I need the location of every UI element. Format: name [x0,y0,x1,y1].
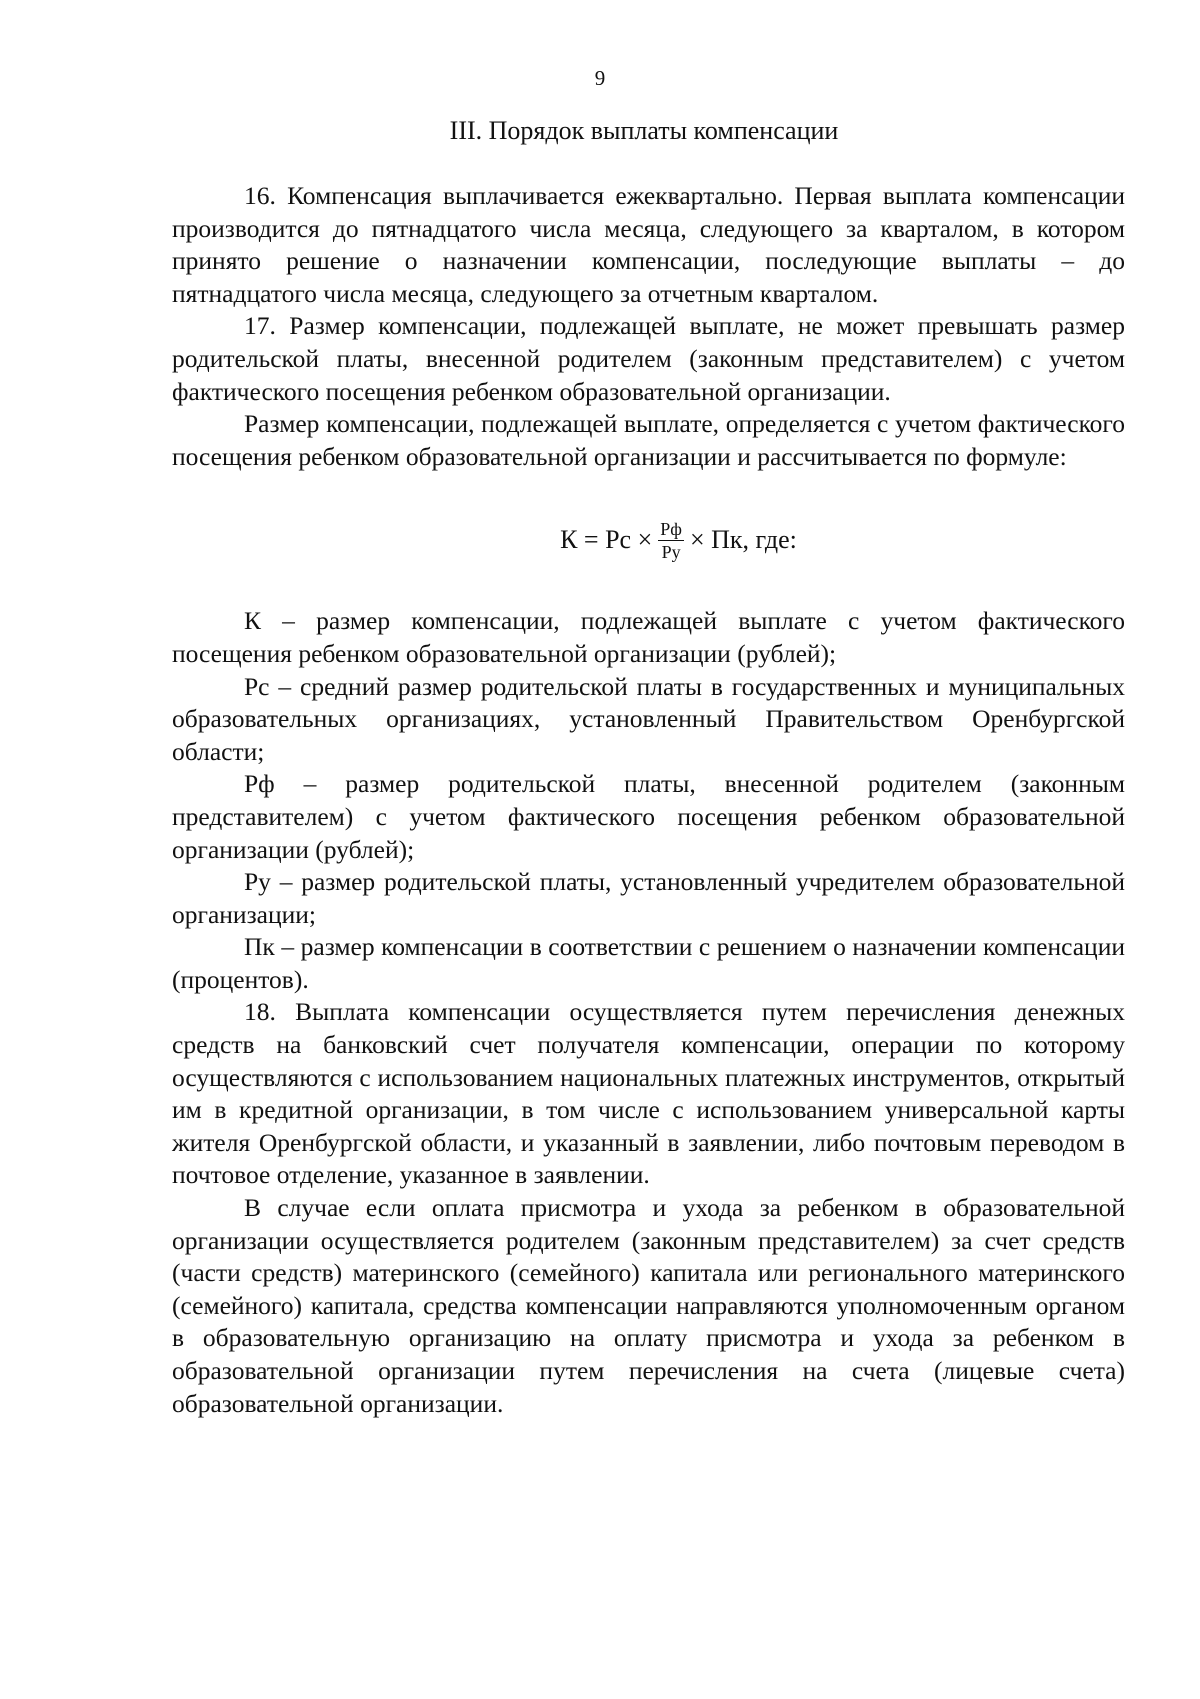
paragraph-16: 16. Компенсация выплачивается ежеквартально. Первая выплата компенсации производится до пятнадцатого числа месяца, следующего за кварталом, в котором принято решение о назначении компенсации, последующие выплаты – до пятнадцатого числа месяца, следующего за отчетным кварталом. [172,181,1125,308]
document-body [172,180,1125,1420]
formula-rhs: × Пк, где: [689,525,797,555]
paragraph-maternity-capital: В случае если оплата присмотра и ухода за ребенком в образовательной организации осуществляется родителем (законным представителем) за счет средств (части средств) материнского (семейного) капитала или регионального материнского (семейного) капитала, средства компенсации направляются уполномоченным органом в образовательную организацию на оплату присмотра и ухода за ребенком в образовательной организации путем перечисления на счета (лицевые счета) образовательной организации. [172,1193,1125,1418]
section-title: III. Порядок выплаты компенсации [449,116,839,145]
definition-pk: Пк – размер компенсации в соответствии с решением о назначении компенсации (процентов). [172,932,1125,994]
compensation-formula [172,495,1125,585]
formula-denominator: Ру [661,541,681,562]
formula-fraction [658,519,684,562]
paragraph-17: 17. Размер компенсации, подлежащей выплате, не может превышать размер родительской платы, внесенной родителем (законным представителем) с учетом фактического посещения ребенком образовательной организации. [172,311,1125,406]
formula-numerator: Рф [660,518,682,539]
definition-k: К – размер компенсации, подлежащей выплате с учетом фактического посещения ребенком образовательной организации (рублей); [172,606,1125,668]
paragraph-formula-intro: Размер компенсации, подлежащей выплате, определяется с учетом фактического посещения ребенком образовательной организации и рассчитывается по формуле: [172,409,1125,471]
definition-rf: Рф – размер родительской платы, внесенной родителем (законным представителем) с учетом фактического посещения ребенком образовательной организации (рублей); [172,769,1125,864]
definition-rs: Рс – средний размер родительской платы в государственных и муниципальных образовательных организациях, установленный Правительством Оренбургской области; [172,671,1125,766]
page-number: 9 [594,66,606,90]
paragraph-18: 18. Выплата компенсации осуществляется путем перечисления денежных средств на банковский счет получателя компенсации, операции по которому осуществляются с использованием национальных платежных инструментов, открытый им в кредитной организации, в том числе с использованием универсальной карты жителя Оренбургской области, и указанный в заявлении, либо почтовым переводом в почтовое отделение, указанное в заявлении. [172,997,1125,1190]
definition-ru: Ру – размер родительской платы, установленный учредителем образовательной организации; [172,867,1125,929]
formula-lhs: К = Рс × [560,525,653,555]
